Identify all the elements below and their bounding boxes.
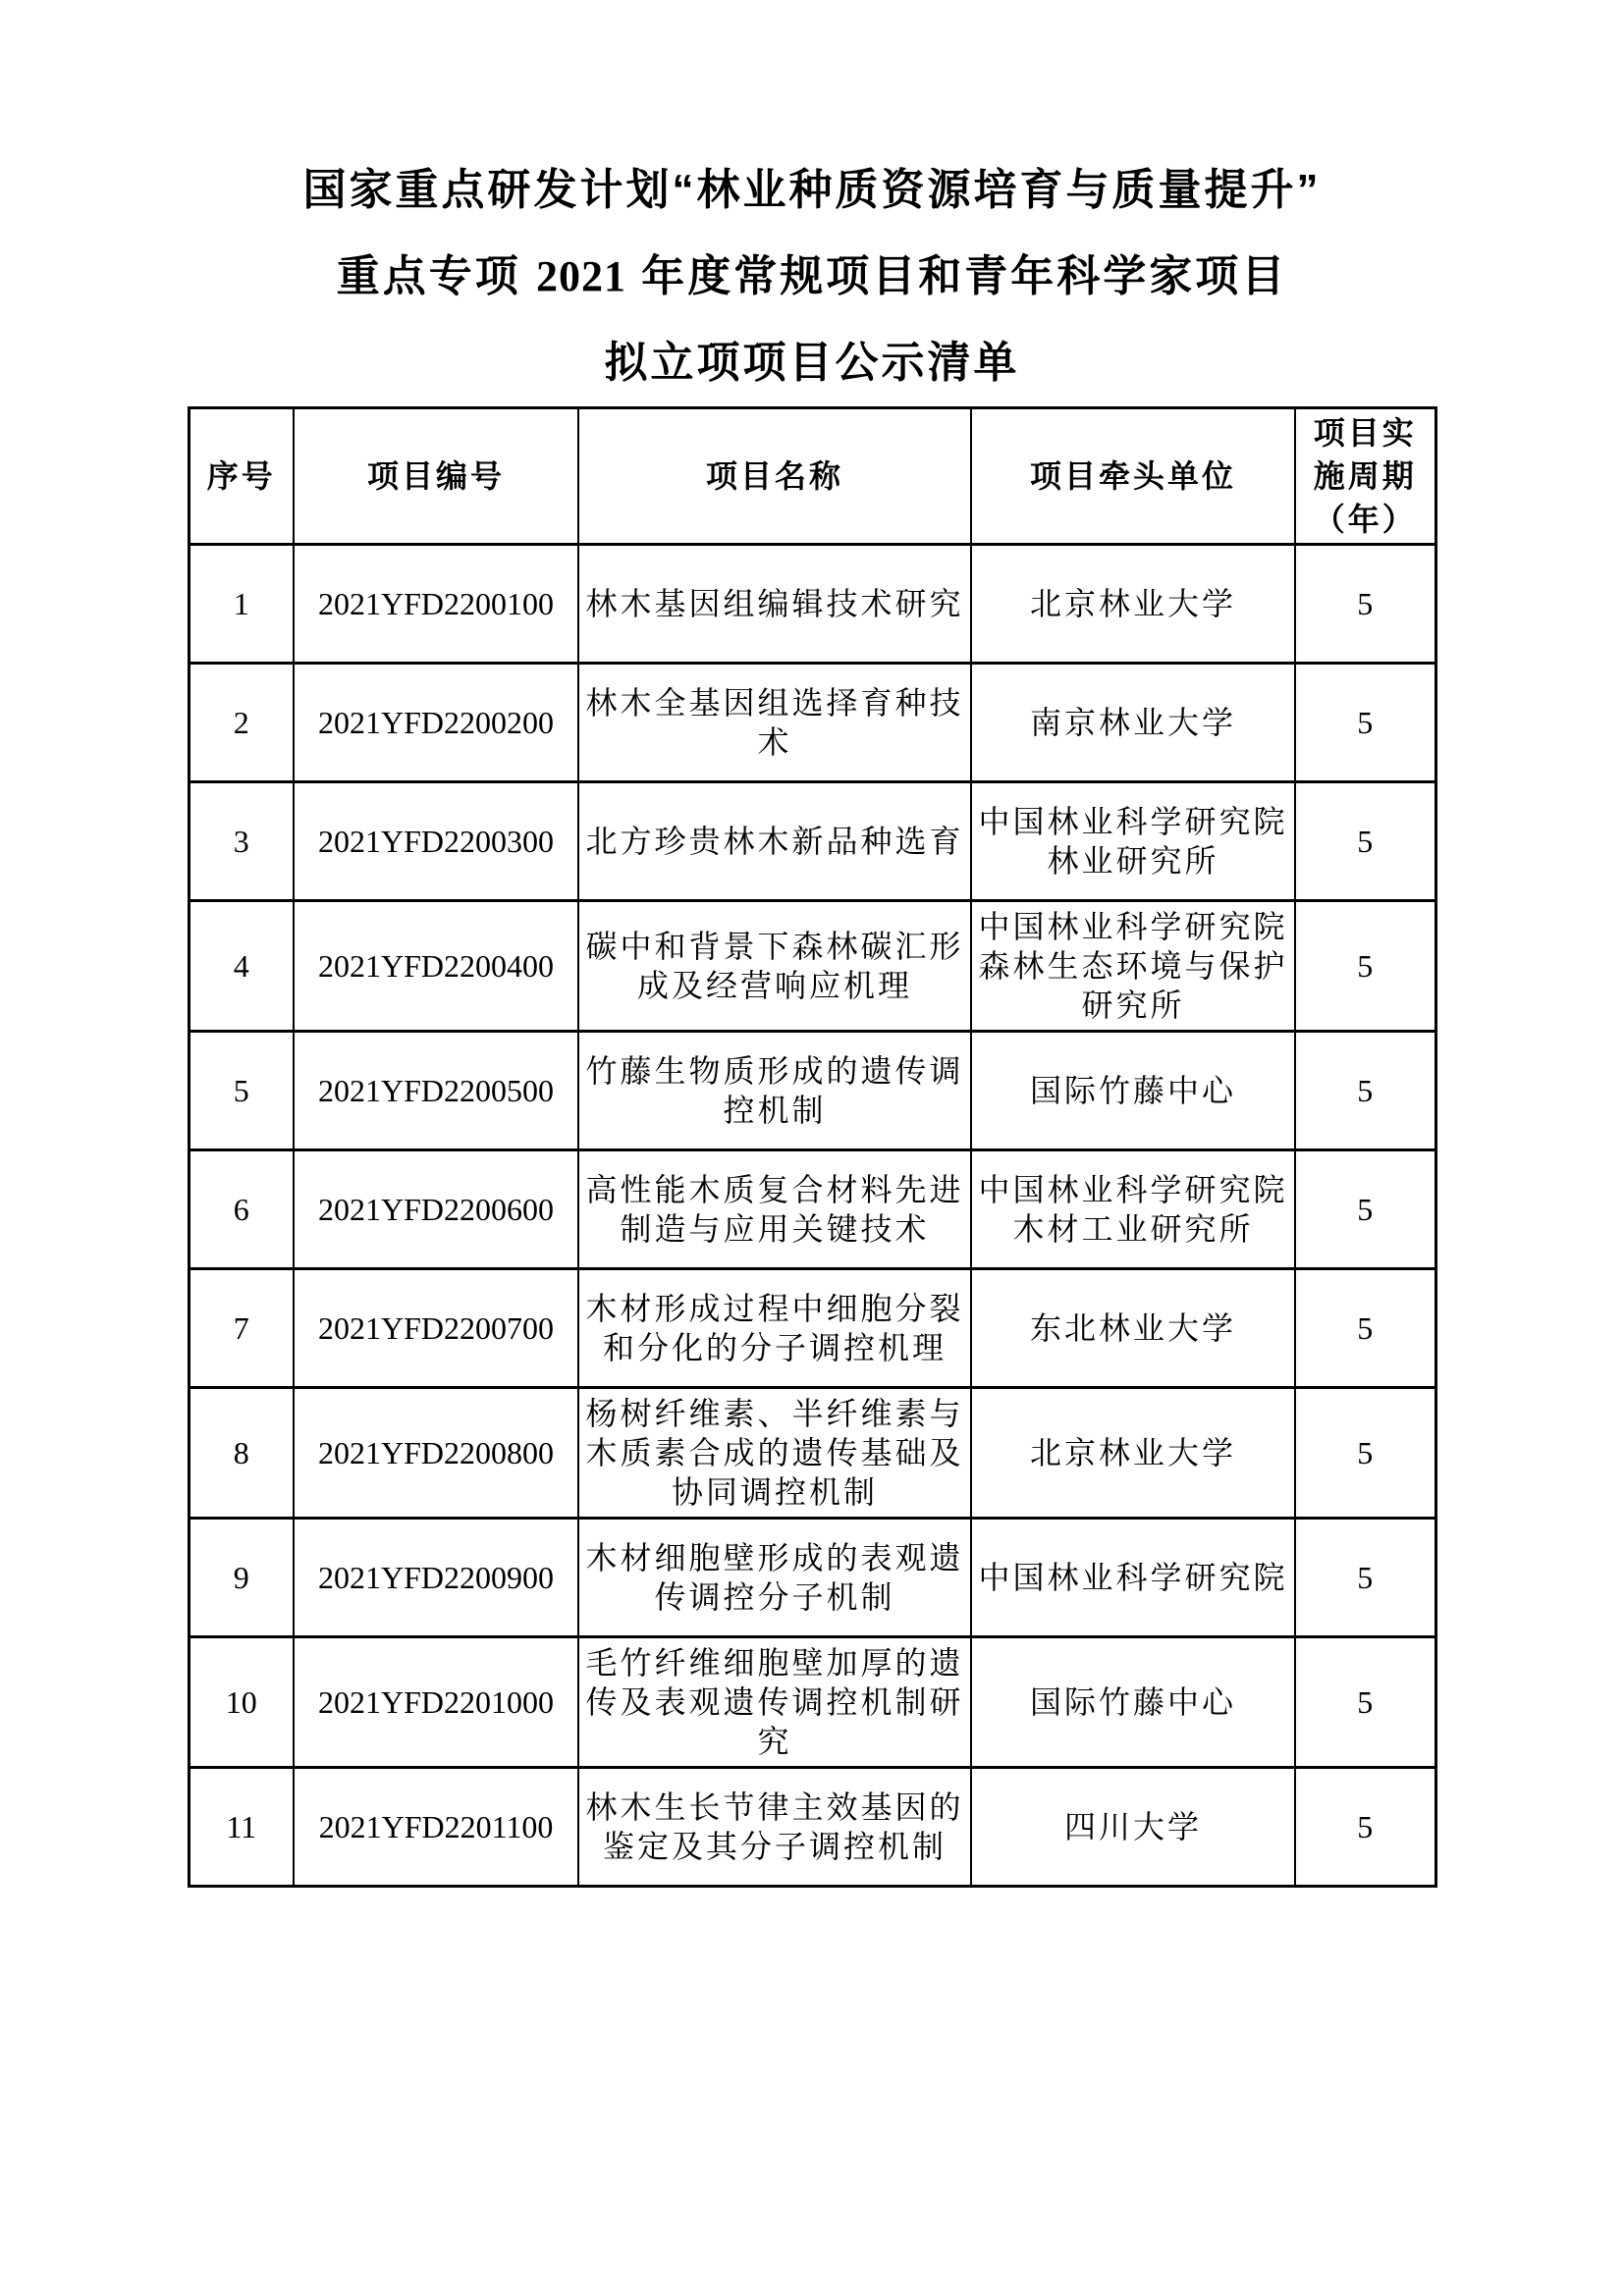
cell-project-name: 林木基因组编辑技术研究 [578, 545, 971, 664]
cell-lead-org: 中国林业科学研究院森林生态环境与保护研究所 [971, 901, 1295, 1032]
cell-project-number: 2021YFD2200100 [294, 545, 578, 664]
title-line-2-year: 2021 [536, 252, 626, 300]
table-row [189, 1388, 1435, 1519]
title-line-3: 拟立项项目公示清单 [604, 339, 1020, 387]
cell-index: 1 [189, 545, 294, 664]
cell-period: 5 [1295, 1269, 1435, 1388]
title-line-2-prefix: 重点专项 [336, 252, 536, 300]
cell-project-name: 高性能木质复合材料先进制造与应用关键技术 [578, 1150, 971, 1269]
cell-project-number: 2021YFD2200700 [294, 1269, 578, 1388]
header-project-name: 项目名称 [578, 408, 971, 545]
table-row [189, 545, 1435, 664]
cell-project-number: 2021YFD2200900 [294, 1519, 578, 1637]
cell-lead-org: 四川大学 [971, 1768, 1295, 1887]
cell-period: 5 [1295, 664, 1435, 782]
cell-lead-org: 北京林业大学 [971, 1388, 1295, 1519]
table-row [189, 1032, 1435, 1150]
header-lead-org: 项目牵头单位 [971, 408, 1295, 545]
header-index: 序号 [189, 408, 294, 545]
cell-project-number: 2021YFD2201000 [294, 1637, 578, 1768]
cell-period: 5 [1295, 1032, 1435, 1150]
cell-lead-org: 国际竹藤中心 [971, 1032, 1295, 1150]
table-row [189, 1269, 1435, 1388]
cell-project-name: 林木全基因组选择育种技术 [578, 664, 971, 782]
table-row [189, 782, 1435, 901]
cell-period: 5 [1295, 1768, 1435, 1887]
header-period-line-3: （年） [1313, 502, 1417, 537]
header-period [1295, 408, 1435, 545]
title-line-2-suffix: 年度常规项目和青年科学家项目 [626, 252, 1288, 300]
cell-project-number: 2021YFD2200200 [294, 664, 578, 782]
cell-index: 2 [189, 664, 294, 782]
cell-period: 5 [1295, 901, 1435, 1032]
header-row [189, 408, 1435, 545]
cell-index: 6 [189, 1150, 294, 1269]
cell-index: 8 [189, 1388, 294, 1519]
title-line-1: 国家重点研发计划“林业种质资源培育与质量提升” [302, 166, 1322, 214]
cell-period: 5 [1295, 1519, 1435, 1637]
cell-project-number: 2021YFD2200300 [294, 782, 578, 901]
cell-project-name: 碳中和背景下森林碳汇形成及经营响应机理 [578, 901, 971, 1032]
cell-lead-org: 中国林业科学研究院木材工业研究所 [971, 1150, 1295, 1269]
table-row [189, 1150, 1435, 1269]
cell-index: 11 [189, 1768, 294, 1887]
projects-table [188, 406, 1437, 1888]
cell-project-number: 2021YFD2200500 [294, 1032, 578, 1150]
cell-lead-org: 北京林业大学 [971, 545, 1295, 664]
cell-project-number: 2021YFD2200600 [294, 1150, 578, 1269]
cell-lead-org: 中国林业科学研究院林业研究所 [971, 782, 1295, 901]
header-project-number: 项目编号 [294, 408, 578, 545]
cell-index: 3 [189, 782, 294, 901]
cell-project-name: 木材形成过程中细胞分裂和分化的分子调控机理 [578, 1269, 971, 1388]
cell-index: 9 [189, 1519, 294, 1637]
cell-index: 7 [189, 1269, 294, 1388]
header-period-line-2: 施周期 [1313, 458, 1417, 494]
document-title [0, 147, 1624, 406]
cell-project-number: 2021YFD2200400 [294, 901, 578, 1032]
cell-index: 10 [189, 1637, 294, 1768]
cell-lead-org: 中国林业科学研究院 [971, 1519, 1295, 1637]
cell-project-name: 杨树纤维素、半纤维素与木质素合成的遗传基础及协同调控机制 [578, 1388, 971, 1519]
cell-project-name: 木材细胞壁形成的表观遗传调控分子机制 [578, 1519, 971, 1637]
cell-project-name: 毛竹纤维细胞壁加厚的遗传及表观遗传调控机制研究 [578, 1637, 971, 1768]
cell-project-name: 竹藤生物质形成的遗传调控机制 [578, 1032, 971, 1150]
cell-index: 4 [189, 901, 294, 1032]
header-period-line-1: 项目实 [1313, 415, 1417, 451]
cell-lead-org: 国际竹藤中心 [971, 1637, 1295, 1768]
cell-project-number: 2021YFD2201100 [294, 1768, 578, 1887]
cell-period: 5 [1295, 1637, 1435, 1768]
table-row [189, 1768, 1435, 1887]
cell-project-number: 2021YFD2200800 [294, 1388, 578, 1519]
title-line-2 [0, 234, 1624, 320]
cell-project-name: 林木生长节律主效基因的鉴定及其分子调控机制 [578, 1768, 971, 1887]
cell-lead-org: 南京林业大学 [971, 664, 1295, 782]
cell-period: 5 [1295, 545, 1435, 664]
table-row [189, 1637, 1435, 1768]
cell-period: 5 [1295, 782, 1435, 901]
cell-project-name: 北方珍贵林木新品种选育 [578, 782, 971, 901]
cell-lead-org: 东北林业大学 [971, 1269, 1295, 1388]
table-row [189, 1519, 1435, 1637]
table-row [189, 664, 1435, 782]
table-row [189, 901, 1435, 1032]
cell-period: 5 [1295, 1150, 1435, 1269]
cell-index: 5 [189, 1032, 294, 1150]
cell-period: 5 [1295, 1388, 1435, 1519]
